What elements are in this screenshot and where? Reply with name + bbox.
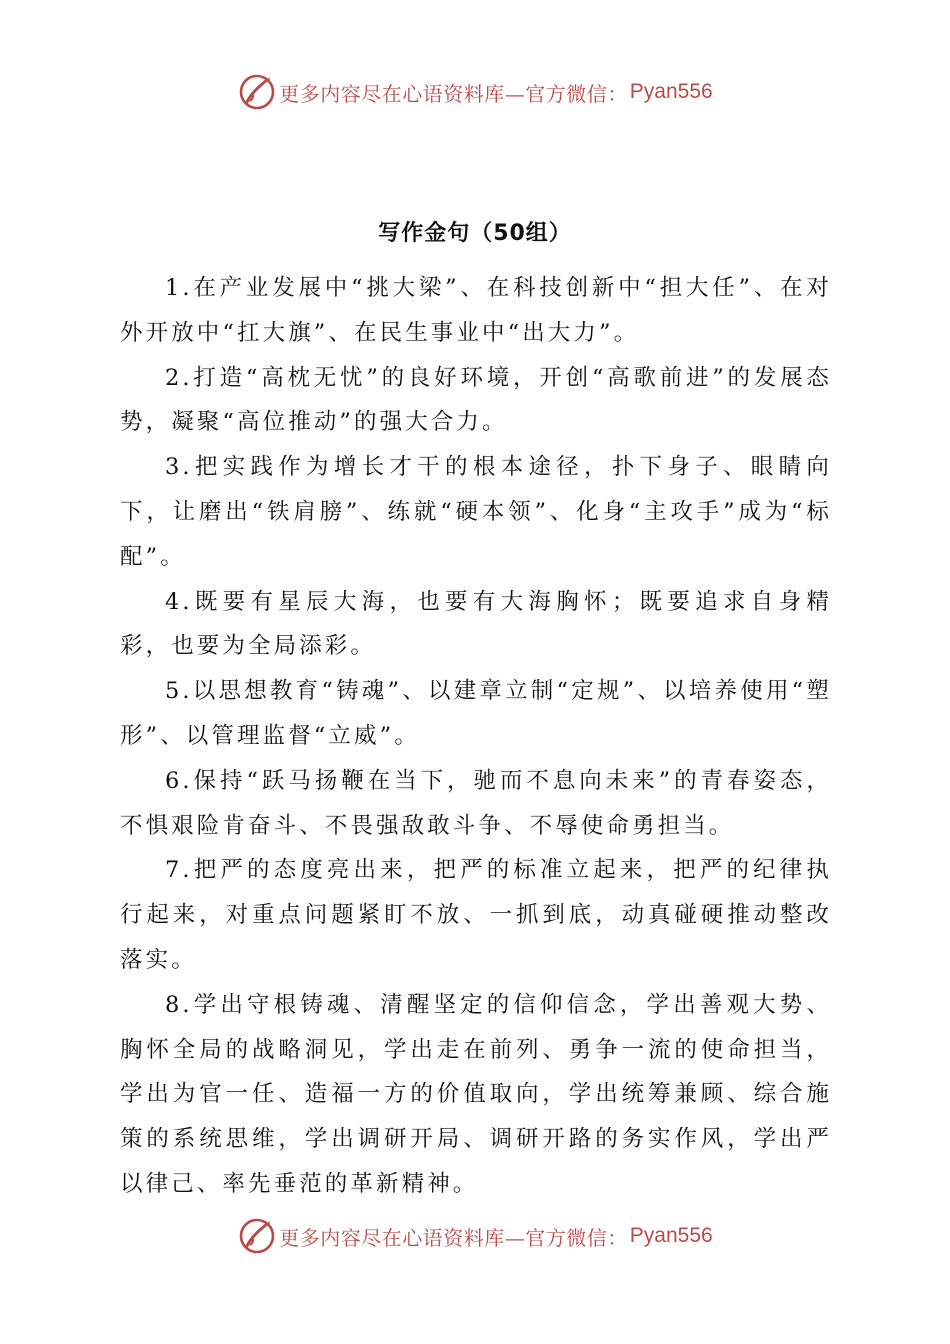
paragraph-6: 6.保持“跃马扬鞭在当下，驰而不息向未来”的青春姿态，不惧艰险肯奋斗、不畏强敌敢斗争、不辱使命勇担当。 — [120, 767, 832, 839]
paragraph-8: 8.学出守根铸魂、清醒坚定的信仰信念，学出善观大势、胸怀全局的战略洞见，学出走在前列、勇争一流的使命担当，学出为官一任、造福一方的价值取向，学出统筹兼顾、综合施策的系统思维，学出调研开局、调研开路的务实作风，学出严以律己、率先垂范的革新精神。 — [120, 991, 832, 1197]
watermark-text: 更多内容尽在心语资料库—官方微信： — [279, 1225, 628, 1250]
document-title: 写作金句（50组） — [378, 221, 572, 246]
header-watermark — [0, 70, 950, 114]
pen-logo-icon — [237, 72, 277, 112]
paragraph-1: 1.在产业发展中“挑大梁”、在科技创新中“担大任”、在对外开放中“扛大旗”、在民生事业中“出大力”。 — [120, 275, 832, 346]
paragraph-3: 3.把实践作为增长才干的根本途径，扑下身子、眼睛向下，让磨出“铁肩膀”、练就“硬本领”、化身“主攻手”成为“标配”。 — [120, 454, 832, 570]
document-body — [120, 266, 832, 1207]
watermark-wechat-id: Pyan556 — [629, 80, 713, 103]
paragraph-2: 2.打造“高枕无忧”的良好环境，开创“高歌前进”的发展态势，凝聚“高位推动”的强大合力。 — [120, 364, 832, 436]
paragraph-5: 5.以思想教育“铸魂”、以建章立制“定规”、以培养使用“塑形”、以管理监督“立威”。 — [120, 678, 832, 749]
watermark-text: 更多内容尽在心语资料库—官方微信： — [279, 81, 628, 106]
paragraph-4: 4.既要有星辰大海，也要有大海胸怀；既要追求自身精彩，也要为全局添彩。 — [120, 588, 832, 660]
watermark-wechat-id: Pyan556 — [629, 1224, 713, 1247]
paragraph-7: 7.把严的态度亮出来，把严的标准立起来，把严的纪律执行起来，对重点问题紧盯不放、一抓到底，动真碰硬推动整改落实。 — [120, 857, 832, 973]
footer-watermark — [0, 1214, 950, 1258]
pen-logo-icon — [237, 1216, 277, 1256]
